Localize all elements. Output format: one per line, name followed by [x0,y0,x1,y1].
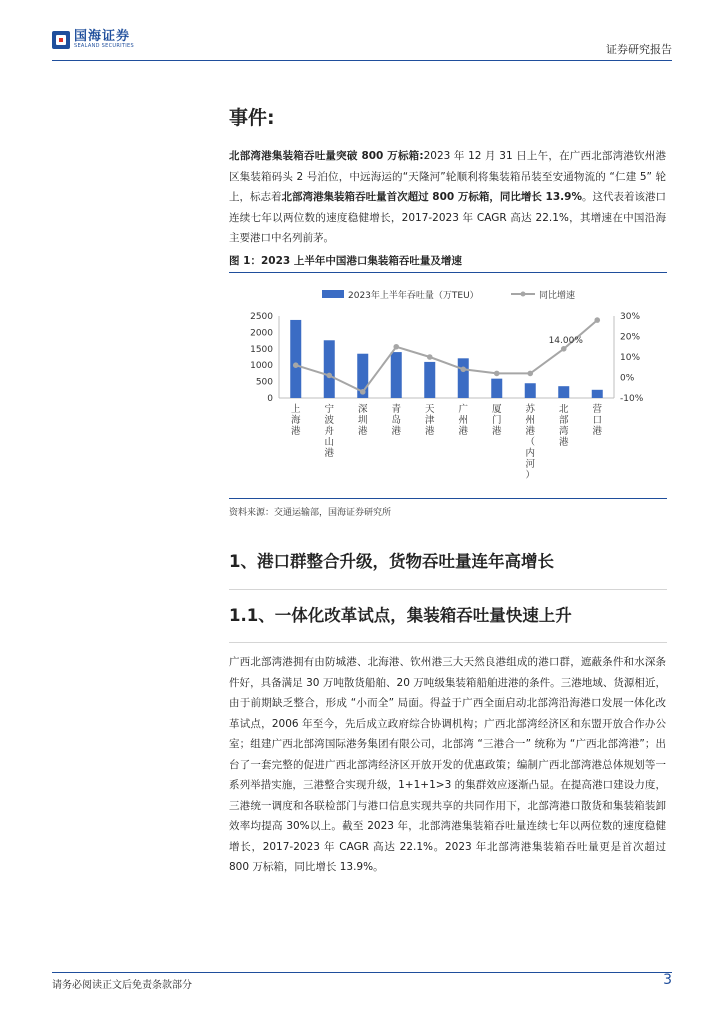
growth-point [293,362,299,368]
port-throughput-chart [229,283,659,493]
event-lead: 北部湾港集装箱吞吐量突破 800 万标箱: [229,150,424,162]
x-tick-label: 河 [525,459,536,470]
y-left-tick-label: 0 [267,394,273,404]
figure-title: 图 1：2023 上半年中国港口集装箱吞吐量及增速 [229,255,462,267]
x-tick-label: 港 [391,426,402,437]
x-tick-label: 口 [592,415,603,426]
legend-bar-label: 2023年上半年吞吐量（万TEU） [348,291,479,301]
page-number: 3 [663,972,672,988]
x-tick-label: （ [525,437,536,448]
section-1-1-heading: 1.1、一体化改革试点，集装箱吞吐量快速上升 [229,606,572,625]
footer-disclaimer: 请务必阅读正文后免责条款部分 [52,980,192,991]
section-1-heading: 1、港口群整合升级，货物吞吐量连年高增长 [229,552,554,571]
event-paragraph [229,146,666,249]
y-right-tick-label: 0% [620,373,635,384]
event-heading: 事件: [229,107,275,129]
x-tick-label: 深 [357,404,368,415]
growth-point [460,367,466,373]
x-tick-label: 广 [458,404,469,415]
y-right-tick-label: -10% [620,394,644,404]
x-tick-label: 上 [290,404,301,415]
x-tick-label: 青 [391,404,402,415]
y-left-tick-label: 2500 [250,312,273,322]
x-tick-label: 波 [324,415,335,426]
figure-source: 资料来源：交通运输部，国海证券研究所 [229,508,392,518]
x-tick-label: 山 [324,437,335,448]
growth-point [393,344,399,350]
event-text-bold: 北部湾港集装箱吞吐量首次超过 800 万标箱，同比增长 13.9% [281,191,582,203]
bar [558,386,569,398]
growth-point [360,389,366,395]
figure-top-rule [229,272,667,273]
growth-point [527,371,533,377]
y-left-tick-label: 500 [255,377,273,388]
y-left-tick-label: 1500 [250,344,273,355]
x-tick-label: 湾 [558,426,569,437]
x-tick-label: 厦 [491,404,502,415]
x-tick-label: 港 [525,426,536,437]
x-tick-label: 港 [424,426,435,437]
event-text-b: 。这代表着该港口连续七年以两位数的速度稳健增长，2017-2023 年 CAGR 高达 22.1%，其增速在中国沿海主要港口中名列前茅。 [229,191,667,244]
bar [458,358,469,398]
growth-point [594,317,600,323]
bar [491,379,502,398]
x-tick-label: 海 [290,415,301,426]
legend-bar-swatch [322,290,344,298]
x-tick-label: 港 [324,448,335,459]
x-tick-label: 岛 [391,415,402,426]
x-tick-label: 港 [357,426,368,437]
x-tick-label: 宁 [324,404,335,415]
x-tick-label: 天 [424,404,435,415]
report-type-label: 证券研究报告 [606,43,672,56]
growth-data-label: 14.00% [548,335,583,346]
x-tick-label: 北 [558,404,569,415]
legend-line-marker [521,292,526,297]
header-divider [52,60,672,61]
x-tick-label: 州 [458,415,469,426]
growth-point [326,373,332,379]
x-tick-label: 港 [592,426,603,437]
company-logo [52,30,134,50]
bar [324,340,335,398]
legend-line-label: 同比增速 [539,291,576,301]
x-tick-label: 门 [491,415,502,426]
bar [424,362,435,398]
bar [592,390,603,398]
growth-line [296,320,598,392]
x-tick-label: 苏 [525,404,536,415]
footer-divider [52,972,672,973]
x-tick-label: 舟 [324,426,335,437]
x-tick-label: 营 [592,404,603,415]
bar [290,320,301,398]
x-tick-label: ） [525,470,536,481]
logo-name-en: SEALAND SECURITIES [74,43,134,49]
y-right-tick-label: 10% [620,353,641,363]
event-text-a: 2023 年 12 月 31 日上午，在广西北部湾港钦州港区集装箱码头 2 号泊位，中远海运的“天隆河”轮顺利将集装箱吊装至安通物流的 “仁建 5” 轮上，标志着 [229,150,666,203]
figure-bottom-rule [229,498,667,499]
x-tick-label: 圳 [357,415,368,426]
logo-icon [52,31,70,49]
y-right-tick-label: 20% [620,332,641,343]
section-1-rule [229,589,667,590]
growth-point [427,354,433,360]
logo-name-cn: 国海证券 [74,29,131,44]
x-tick-label: 港 [458,426,469,437]
x-tick-label: 港 [491,426,502,437]
bar [391,352,402,398]
x-tick-label: 港 [290,426,301,437]
growth-point [494,371,500,377]
x-tick-label: 部 [558,415,569,426]
section-1-1-paragraph: 广西北部湾港拥有由防城港、北海港、钦州港三大天然良港组成的港口群，遮蔽条件和水深条件好，具备满足 30 万吨散货船舶、20 万吨级集装箱船舶进港的条件。三港地域、货源相近，由于前期缺乏整合，形成 “小而全” 局面。得益于广西全面启动北部湾沿海港口发展一体化改革试点，2006 年至今，先后成立政府综合协调机构；广西北部湾经济区和东盟开放合作办公室；组建广西北部湾国际港务集团有限公司，北部湾 “三港合一” 统称为 “广西北部湾港”；出台了一套完整的促进广西北部湾经济区开放开发的优惠政策；编制广西北部湾港总体规划等一系列举措实施，三港整合实现升级，1+1+1>3 的集群效应逐渐凸显。在提高港口建设力度，三港统一调度和各联检部门与港口信息实现共享的共同作用下，北部湾港口散货和集装箱装卸效率均提高 30%以上。截至 2023 年，北部湾港集装箱吞吐量连续七年以两位数的速度稳健增长，2017-2023 年 CAGR 高达 22.1%。2023 年北部湾港集装箱吞吐量更是首次超过 800 万标箱，同比增长 13.9%。 [229,656,666,873]
y-right-tick-label: 30% [620,312,641,322]
x-tick-label: 津 [424,415,435,426]
bar [525,383,536,398]
x-tick-label: 内 [525,448,536,459]
y-left-tick-label: 1000 [250,361,273,372]
section-1-1-rule [229,642,667,643]
x-tick-label: 州 [525,415,536,426]
x-tick-label: 港 [558,437,569,448]
growth-point [561,346,567,352]
y-left-tick-label: 2000 [250,328,273,339]
